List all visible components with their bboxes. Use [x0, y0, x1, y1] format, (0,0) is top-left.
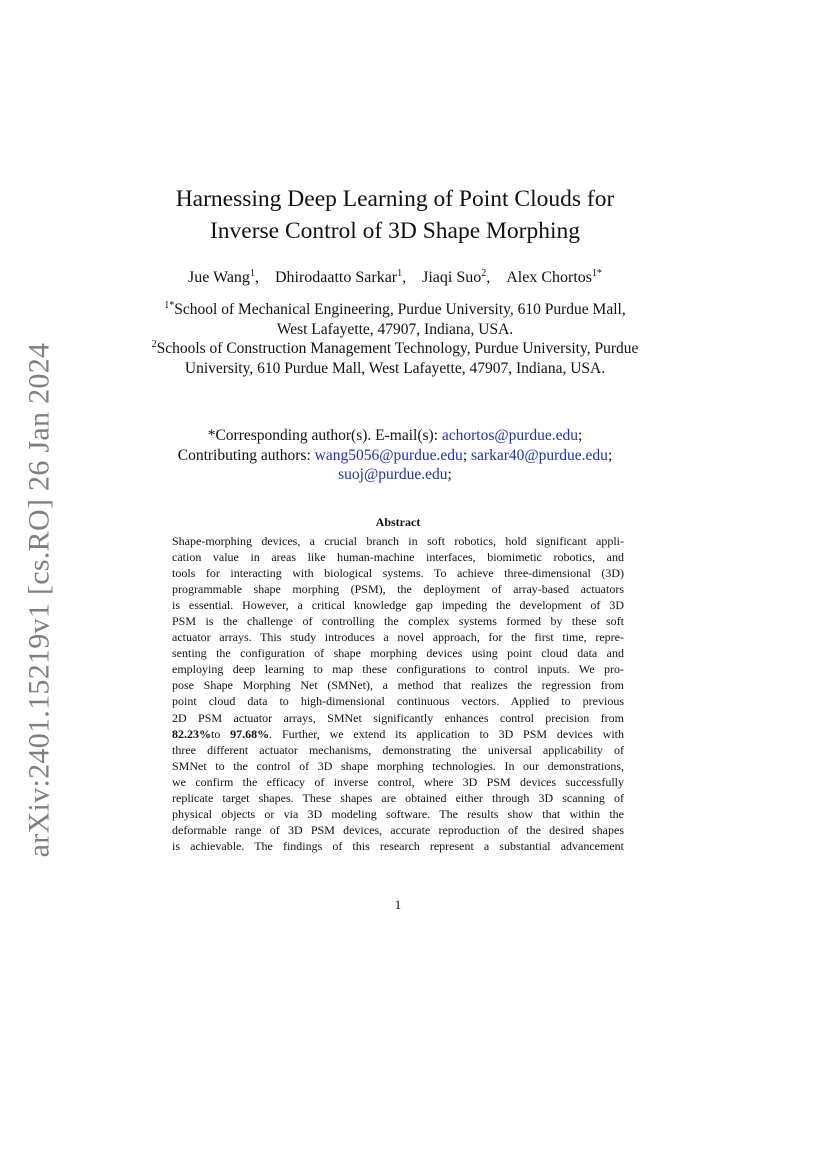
arxiv-identifier-stamp: [14, 340, 64, 860]
author-affiliation-marker: 1*: [592, 268, 603, 279]
abstract-line: replicate target shapes. These shapes are obtained either through 3D scanning of: [172, 790, 624, 805]
affiliation-marker: 1*: [164, 300, 175, 311]
arxiv-identifier-text: arXiv:2401.15219v1 [cs.RO] 26 Jan 2024: [22, 342, 55, 858]
precision-after-value: 97.68%: [230, 726, 270, 741]
author-affiliation-marker: 1: [249, 268, 255, 279]
paper-title: [110, 183, 680, 247]
abstract-inline-text: to: [211, 726, 231, 741]
contributing-email-link[interactable]: wang5056@purdue.edu: [314, 446, 463, 464]
abstract-line: employing deep learning to map these configurations to control inputs. We pro-: [172, 662, 624, 677]
abstract-line: Shape-morphing devices, a crucial branch in soft robotics, hold significant appli-: [172, 534, 624, 548]
abstract-line: SMNet to the control of 3D shape morphing technologies. In our demonstrations,: [172, 758, 624, 773]
abstract-heading: Abstract: [375, 515, 421, 529]
abstract-line: PSM is the challenge of controlling the complex systems formed by these soft: [172, 614, 624, 629]
affiliation-text: Schools of Construction Management Technology, Purdue University, Purdue University, 610 Purdue Mall, West Lafayette, 47907, Indiana, USA.: [156, 340, 639, 377]
abstract-line: 2D PSM actuator arrays, SMNet significantly enhances control precision from: [172, 710, 624, 725]
abstract-line: pose Shape Morphing Net (SMNet), a method that realizes the regression from: [172, 678, 624, 693]
affiliation-entry: [150, 300, 640, 339]
author-entry: Jiaqi Suo$^2$,: [422, 268, 491, 286]
author-affiliation-marker: 1: [397, 268, 403, 279]
contributing-authors-line: Contributing authors: wang5056@purdue.edu; sarkar40@purdue.edu;: [177, 446, 613, 464]
author-list: [110, 268, 680, 288]
affiliation-list: [150, 300, 640, 378]
affiliation-marker: 2: [151, 339, 157, 350]
abstract-inline-text: . Further, we extend its application to 3D PSM devices with: [269, 726, 624, 741]
affiliation-entry: [150, 339, 640, 378]
abstract-line: physical objects or via 3D modeling software. The results show that within the: [172, 806, 624, 821]
author-name: Alex Chortos: [506, 269, 593, 286]
author-name: Dhirodaatto Sarkar: [274, 269, 398, 286]
abstract-line: we confirm the efficacy of inverse control, where 3D PSM devices successfully: [172, 774, 624, 789]
abstract-line-with-results: [172, 726, 624, 742]
abstract-body: [172, 533, 624, 854]
abstract-line: point cloud data to high-dimensional continuous vectors. Applied to previous: [172, 694, 624, 709]
author-name: Jue Wang: [187, 269, 250, 286]
author-entry: Jue Wang$^1$,: [187, 268, 259, 286]
author-entry: [506, 269, 602, 286]
abstract-line: cation value in areas like human-machine interfaces, biomimetic robotics, and: [172, 550, 624, 565]
paper-title-line-2: Inverse Control of 3D Shape Morphing: [209, 218, 581, 244]
abstract-line: is achievable. The findings of this research represent a substantial advancement: [172, 838, 624, 853]
page-number: 1: [394, 897, 402, 912]
abstract-line: deformable range of 3D PSM devices, accurate reproduction of the desired shapes: [172, 822, 624, 837]
corresponding-author-label: *Corresponding author(s). E-mail(s):: [207, 427, 442, 444]
contributing-authors-label: Contributing authors:: [177, 446, 315, 464]
abstract-line: is essential. However, a critical knowledge gap impeding the development of 3D: [172, 598, 624, 613]
author-entry: Dhirodaatto Sarkar$^1$,: [274, 268, 407, 286]
abstract-line: tools for interacting with biological systems. To achieve three-dimensional (3D): [172, 566, 624, 581]
affiliation-text: School of Mechanical Engineering, Purdue University, 610 Purdue Mall, West Lafayette, 47907, Indiana, USA.: [174, 301, 626, 338]
contributing-authors-line-continued: suoj@purdue.edu;: [338, 466, 452, 483]
abstract-line: senting the configuration of shape morphing devices using point cloud data and: [172, 646, 624, 661]
paper-title-line-1: Harnessing Deep Learning of Point Clouds for: [175, 186, 615, 212]
contributing-email-link[interactable]: sarkar40@purdue.edu: [471, 446, 608, 464]
abstract-line: programmable shape morphing (PSM), the deployment of array-based actuators: [172, 582, 624, 597]
corresponding-email-link[interactable]: achortos@purdue.edu: [441, 427, 578, 444]
precision-before-value: 82.23%: [172, 726, 211, 741]
abstract-line: actuator arrays. This study introduces a novel approach, for the first time, repre-: [172, 630, 624, 645]
author-name: Jiaqi Suo: [422, 269, 482, 286]
abstract-line: three different actuator mechanisms, demonstrating the universal applicability of: [172, 742, 624, 757]
contributing-email-link[interactable]: suoj@purdue.edu: [338, 466, 448, 483]
contact-block: [150, 426, 640, 485]
author-affiliation-marker: 2: [481, 268, 487, 279]
corresponding-author-line: *Corresponding author(s). E-mail(s): achortos@purdue.edu;: [207, 427, 583, 444]
